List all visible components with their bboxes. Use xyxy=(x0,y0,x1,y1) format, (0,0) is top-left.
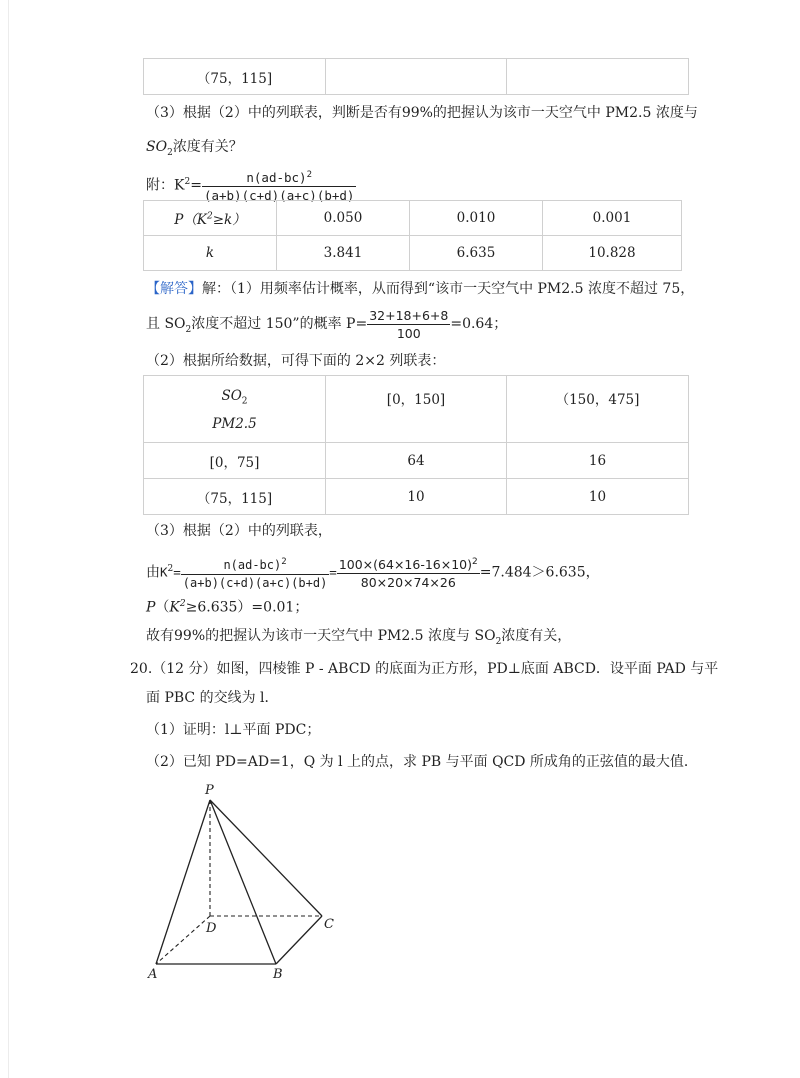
col-header: （150，475] xyxy=(507,376,689,443)
formula-fraction: $\frac{n(ad-bc)^2}{(a+b)(c+d)(a+c)(b+d)}$ xyxy=(181,554,330,592)
q3-line2: $SO_2$浓度有关？ xyxy=(146,139,243,158)
so2-text: SO xyxy=(146,139,168,155)
pyramid-figure xyxy=(140,778,350,983)
appendix-formula: 附：$K^2=$ $\frac{n(ad-bc)^2}{(a+b)(c+d)(a+c)(b+d)}$ xyxy=(146,162,356,202)
conclusion: 故有99%的把握认为该市一天空气中 PM2.5 浓度与 $SO_2$浓度有关， xyxy=(146,628,572,647)
table-cell: 6.635 xyxy=(410,236,543,271)
label-d: D xyxy=(206,921,217,936)
edge-bc xyxy=(276,916,322,964)
chi-square-calc: 由$K^2=$ $\frac{n(ad-bc)^2}{(a+b)(c+d)(a+c)(b+d)}$ = $\frac{100\times(64\times 16-16\times 10)^2}{80\times 20\times 74\times 26}$ =7.484＞6.635， xyxy=(146,548,600,590)
label-a: A xyxy=(148,967,158,982)
table-cell: 10 xyxy=(326,479,507,515)
q20-line1: 20.（12 分）如图，四棱锥 P - ABCD 的底面为正方形，PD⊥底面 ABCD．设平面 PAD 与平 xyxy=(130,661,719,677)
table-header: 0.010 xyxy=(410,201,543,236)
table-cell: 3.841 xyxy=(277,236,410,271)
k2-fraction: $\frac{n(ad-bc)^2}{(a+b)(c+d)(a+c)(b+d)}$ xyxy=(202,167,357,204)
probability-line: $P(K^2\ge 6.635)=0.01$； xyxy=(146,599,309,616)
top-table-fragment xyxy=(143,58,689,95)
edge-pc xyxy=(210,800,322,916)
row-label: [0，75] xyxy=(144,443,326,479)
table-cell: 10.828 xyxy=(543,236,682,271)
corner-cell: $SO_2$ PM2.5 xyxy=(144,376,326,443)
label-p: P xyxy=(205,783,214,798)
table-header: $P(K^2\ge k)$ xyxy=(144,201,277,236)
answer-line2: 且 $SO_2$浓度不超过 150”的概率 P= $\frac{32+18+6+8}{100}$ =0.64； xyxy=(146,307,508,341)
contingency-table xyxy=(143,375,689,515)
table-cell: （75，115] xyxy=(144,59,326,95)
table-cell: 16 xyxy=(507,443,689,479)
table-cell xyxy=(326,59,507,95)
table-cell: k xyxy=(144,236,277,271)
q20-subquestion-2: （2）已知 PD=AD=1，Q 为 l 上的点，求 PB 与平面 QCD 所成角的正弦值的最大值． xyxy=(146,754,698,770)
part2-text: （2）根据所给数据，可得下面的 2×2 列联表： xyxy=(146,353,446,369)
col-header: [0，150] xyxy=(326,376,507,443)
q20-line2: 面 PBC 的交线为 l． xyxy=(146,690,279,706)
label-c: C xyxy=(324,917,334,932)
probability-fraction: $\frac{32+18+6+8}{100}$ xyxy=(369,307,449,341)
table-cell: 10 xyxy=(507,479,689,515)
value-fraction: $\frac{100\times(64\times 16-16\times 10)^2}{80\times 20\times 74\times 26}$ xyxy=(337,554,480,591)
table-header: 0.001 xyxy=(543,201,682,236)
table-cell xyxy=(507,59,689,95)
table-header: 0.050 xyxy=(277,201,410,236)
q20-subquestion-1: （1）证明：l⊥平面 PDC； xyxy=(146,722,321,738)
part3-text: （3）根据（2）中的列联表， xyxy=(146,523,332,539)
answer-line1: 【解答】解：（1）用频率估计概率，从而得到“该市一天空气中 PM2.5 浓度不超过 75， xyxy=(146,281,695,297)
label-b: B xyxy=(273,967,283,982)
page-edge xyxy=(8,0,9,1078)
row-label: （75，115] xyxy=(144,479,326,515)
edge-pb xyxy=(210,800,276,964)
q3-line1: （3）根据（2）中的列联表，判断是否有99%的把握认为该市一天空气中 PM2.5 浓度与 xyxy=(146,105,698,121)
critical-value-table xyxy=(143,200,682,271)
table-cell: 64 xyxy=(326,443,507,479)
answer-tag: 【解答】 xyxy=(146,281,202,297)
